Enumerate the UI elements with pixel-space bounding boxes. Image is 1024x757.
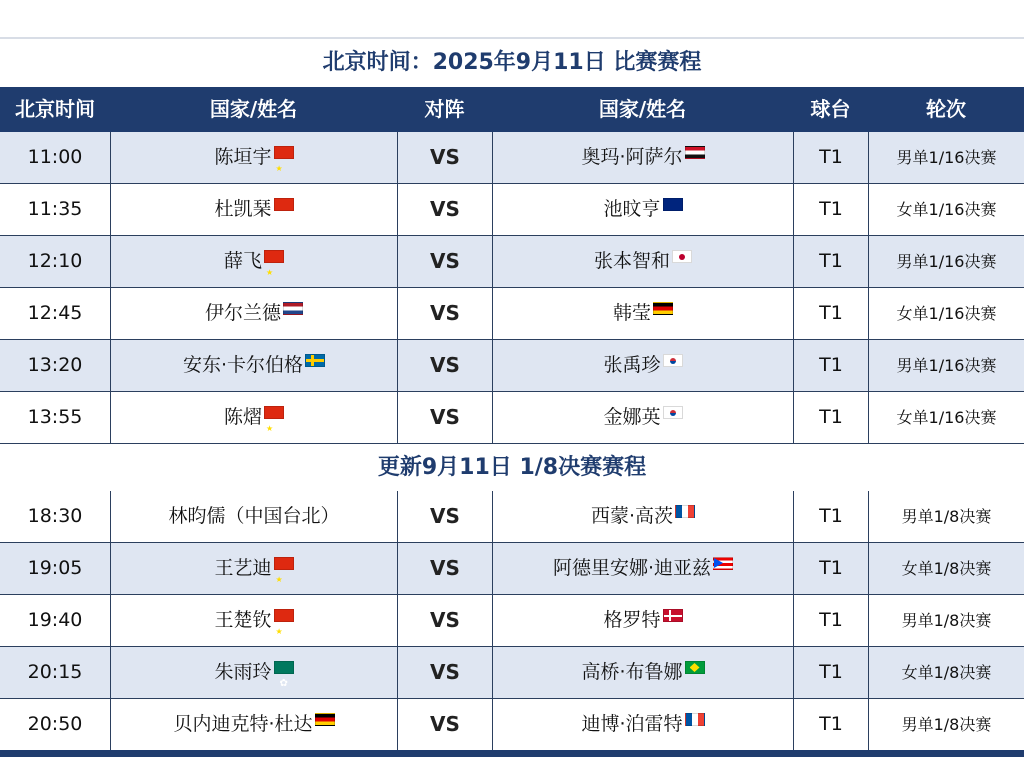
round-label-cell	[868, 132, 1024, 183]
player2-name: 韩莹	[612, 302, 651, 324]
vs-label-cell	[397, 491, 492, 542]
france-flag-icon	[675, 505, 695, 518]
denmark-flag-icon	[663, 609, 683, 622]
round-label-cell	[868, 340, 1024, 391]
netherlands-flag-icon	[283, 302, 303, 315]
table-number: T1	[819, 713, 843, 735]
vs-label-cell	[397, 543, 492, 594]
match-time-cell	[0, 184, 110, 235]
table-number: T1	[819, 250, 843, 272]
match-time-cell	[0, 392, 110, 443]
table-row	[0, 132, 1024, 184]
match-time: 11:00	[27, 146, 83, 168]
germany-flag-icon	[653, 302, 673, 315]
table-number: T1	[819, 354, 843, 376]
player2-name: 高桥·布鲁娜	[581, 661, 683, 683]
vs-label-cell	[397, 184, 492, 235]
player1-name-cell	[110, 699, 397, 750]
player2-name: 迪博·泊雷特	[581, 713, 683, 735]
player1-name: 杜凯琹	[214, 198, 272, 220]
player1-name-cell	[110, 491, 397, 542]
table-number: T1	[819, 505, 843, 527]
macau-flag-icon	[274, 661, 294, 674]
header-round: 轮次	[926, 97, 966, 121]
china-flag-icon	[264, 250, 284, 263]
table-number: T1	[819, 661, 843, 683]
match-time-cell	[0, 340, 110, 391]
round-label-cell	[868, 491, 1024, 542]
table-number-cell	[793, 288, 868, 339]
vs-label: VS	[430, 145, 460, 169]
player1-name-cell	[110, 288, 397, 339]
player1-name-cell	[110, 236, 397, 287]
round-label: 男单1/8决赛	[901, 715, 992, 734]
player1-name: 薛飞	[223, 250, 262, 272]
vs-label: VS	[430, 301, 460, 325]
egypt-flag-icon	[685, 146, 705, 159]
brazil-flag-icon	[685, 661, 705, 674]
round-label-cell	[868, 543, 1024, 594]
table-number-cell	[793, 184, 868, 235]
player2-name: 金娜英	[603, 406, 661, 428]
bottom-bar	[0, 750, 1024, 757]
player1-name: 陈熠	[223, 406, 262, 428]
player2-name-cell	[492, 288, 793, 339]
header-player2: 国家/姓名	[598, 97, 687, 121]
player2-name: 阿德里安娜·迪亚兹	[552, 557, 712, 579]
china-flag-icon	[274, 557, 294, 570]
player2-name: 池旼亨	[603, 198, 661, 220]
player1-name-cell	[110, 647, 397, 698]
player1-name-cell	[110, 132, 397, 183]
player1-name: 朱雨玲	[214, 661, 272, 683]
player2-name-cell	[492, 184, 793, 235]
match-time-cell	[0, 288, 110, 339]
table-row	[0, 392, 1024, 444]
player2-name: 格罗特	[603, 609, 661, 631]
table-number-cell	[793, 491, 868, 542]
player2-name: 奥玛·阿萨尔	[581, 146, 683, 168]
vs-label-cell	[397, 288, 492, 339]
player2-name-cell	[492, 595, 793, 646]
player2-name: 张本智和	[593, 250, 670, 272]
table-number: T1	[819, 557, 843, 579]
player1-name: 林昀儒（中国台北）	[168, 505, 340, 527]
table-row	[0, 236, 1024, 288]
france-flag-icon	[685, 713, 705, 726]
match-time: 12:10	[27, 250, 83, 272]
player2-name-cell	[492, 340, 793, 391]
vs-label-cell	[397, 132, 492, 183]
korea-flag-icon	[663, 406, 683, 419]
player1-name: 王楚钦	[214, 609, 272, 631]
match-time: 13:20	[27, 354, 83, 376]
match-time: 11:35	[27, 198, 83, 220]
germany-flag-icon	[315, 713, 335, 726]
round-label: 男单1/16决赛	[896, 252, 997, 271]
round-label: 女单1/16决赛	[896, 304, 997, 323]
player2-name: 西蒙·高茨	[590, 505, 674, 527]
table-number: T1	[819, 198, 843, 220]
vs-label: VS	[430, 249, 460, 273]
vs-label: VS	[430, 504, 460, 528]
table-number-cell	[793, 647, 868, 698]
table-number-cell	[793, 543, 868, 594]
match-time-cell	[0, 595, 110, 646]
table-row	[0, 184, 1024, 236]
table-number-cell	[793, 699, 868, 750]
round-label-cell	[868, 647, 1024, 698]
player2-name-cell	[492, 392, 793, 443]
round-label-cell	[868, 595, 1024, 646]
player1-name: 伊尔兰德	[204, 302, 281, 324]
china-flag-icon	[264, 406, 284, 419]
sweden-flag-icon	[305, 354, 325, 367]
china-flag-icon	[274, 609, 294, 622]
table-number: T1	[819, 609, 843, 631]
vs-label: VS	[430, 712, 460, 736]
header-player1: 国家/姓名	[209, 97, 298, 121]
table-number-cell	[793, 595, 868, 646]
vs-label-cell	[397, 236, 492, 287]
table-number: T1	[819, 146, 843, 168]
table-number: T1	[819, 406, 843, 428]
round-label-cell	[868, 288, 1024, 339]
round-label-cell	[868, 184, 1024, 235]
round-label: 女单1/8决赛	[901, 663, 992, 682]
header-time: 北京时间	[15, 97, 95, 121]
table-header	[0, 87, 1024, 132]
player2-name-cell	[492, 132, 793, 183]
vs-label: VS	[430, 405, 460, 429]
player2-name-cell	[492, 236, 793, 287]
round-label-cell	[868, 236, 1024, 287]
match-time: 19:40	[27, 609, 83, 631]
round-label: 女单1/16决赛	[896, 408, 997, 427]
round-label: 男单1/16决赛	[896, 356, 997, 375]
header-table: 球台	[810, 97, 851, 121]
match-time-cell	[0, 699, 110, 750]
vs-label: VS	[430, 608, 460, 632]
round-label: 女单1/8决赛	[901, 559, 992, 578]
player2-name-cell	[492, 543, 793, 594]
match-time: 20:15	[27, 661, 83, 683]
japan-flag-icon	[672, 250, 692, 263]
match-time: 13:55	[27, 406, 83, 428]
player1-name: 贝内迪克特·杜达	[173, 713, 313, 735]
player2-name: 张禹珍	[603, 354, 661, 376]
table-row	[0, 647, 1024, 699]
table-number-cell	[793, 236, 868, 287]
player1-name: 陈垣宇	[214, 146, 272, 168]
table-row	[0, 340, 1024, 392]
vs-label: VS	[430, 353, 460, 377]
round-label: 女单1/16决赛	[896, 200, 997, 219]
china-flag-icon	[274, 146, 294, 159]
match-time: 12:45	[27, 302, 83, 324]
vs-label-cell	[397, 647, 492, 698]
round-label: 男单1/8决赛	[901, 507, 992, 526]
player1-name-cell	[110, 543, 397, 594]
table-number-cell	[793, 132, 868, 183]
vs-label-cell	[397, 595, 492, 646]
match-time-cell	[0, 491, 110, 542]
australia-flag-icon	[663, 198, 683, 211]
top-strip	[0, 0, 1024, 37]
player1-name-cell	[110, 184, 397, 235]
round-label: 男单1/16决赛	[896, 148, 997, 167]
player1-name-cell	[110, 392, 397, 443]
header-vs: 对阵	[424, 97, 465, 121]
korea-flag-icon	[663, 354, 683, 367]
match-time: 18:30	[27, 505, 83, 527]
round-label-cell	[868, 699, 1024, 750]
hong-kong-flag-icon	[274, 198, 294, 211]
player2-name-cell	[492, 699, 793, 750]
player1-name: 王艺迪	[214, 557, 272, 579]
player2-name-cell	[492, 647, 793, 698]
table-number-cell	[793, 340, 868, 391]
player1-name-cell	[110, 595, 397, 646]
round-label: 男单1/8决赛	[901, 611, 992, 630]
puerto-rico-flag-icon	[713, 557, 733, 570]
table-number: T1	[819, 302, 843, 324]
vs-label: VS	[430, 197, 460, 221]
player1-name: 安东·卡尔伯格	[182, 354, 304, 376]
table-row	[0, 543, 1024, 595]
table-row	[0, 288, 1024, 340]
table-number-cell	[793, 392, 868, 443]
table-row	[0, 699, 1024, 751]
match-time-cell	[0, 132, 110, 183]
table-row	[0, 491, 1024, 543]
vs-label-cell	[397, 699, 492, 750]
update-title: 更新9月11日 1/8决赛赛程	[0, 445, 1024, 491]
vs-label: VS	[430, 660, 460, 684]
vs-label-cell	[397, 392, 492, 443]
match-time: 19:05	[27, 557, 83, 579]
vs-label-cell	[397, 340, 492, 391]
match-time-cell	[0, 543, 110, 594]
match-time: 20:50	[27, 713, 83, 735]
table-row	[0, 595, 1024, 647]
player2-name-cell	[492, 491, 793, 542]
vs-label: VS	[430, 556, 460, 580]
player1-name-cell	[110, 340, 397, 391]
match-time-cell	[0, 236, 110, 287]
match-time-cell	[0, 647, 110, 698]
schedule-title: 北京时间：2025年9月11日 比赛赛程	[0, 39, 1024, 87]
round-label-cell	[868, 392, 1024, 443]
